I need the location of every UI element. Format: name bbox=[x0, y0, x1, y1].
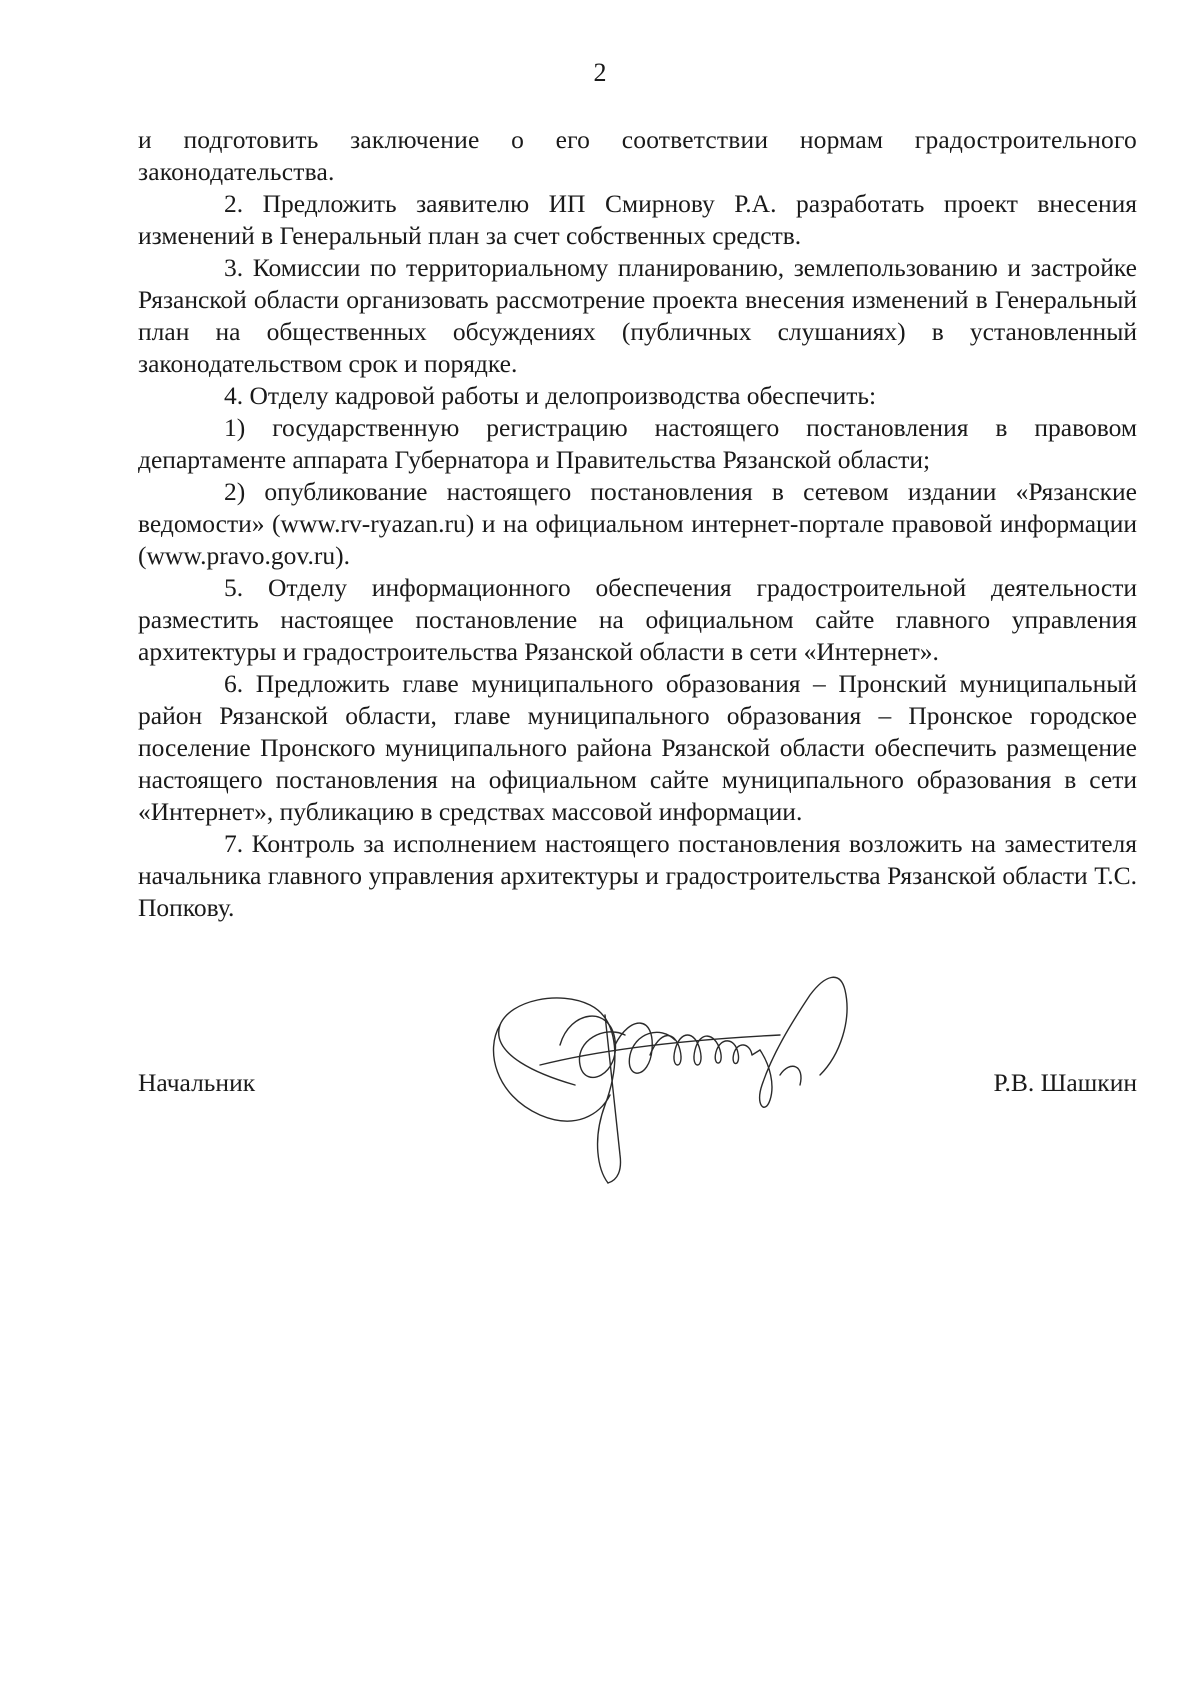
handwritten-signature bbox=[480, 955, 900, 1195]
paragraph-item-2: 2. Предложить заявителю ИП Смирнову Р.А. разработать проект внесения изменений в Генеральный план за счет собственных средств. bbox=[138, 189, 1137, 250]
paragraph-item-6: 6. Предложить главе муниципального образования – Пронский муниципальный район Рязанской области, главе муниципального образования – Пронское городское поселение Пронского муниципального района Рязанской области обеспечить размещение настоящего постановления на официальном сайте муниципального образования в сети «Интернет», публикацию в средствах массовой информации. bbox=[138, 669, 1137, 826]
paragraph-item-7: 7. Контроль за исполнением настоящего постановления возложить на заместителя начальника главного управления архитектуры и градостроительства Рязанской области Т.С. Попкову. bbox=[138, 829, 1137, 922]
document-body bbox=[138, 124, 1137, 924]
paragraph-item-4-sub-1: 1) государственную регистрацию настоящего постановления в правовом департаменте аппарата Губернатора и Правительства Рязанской области; bbox=[138, 413, 1137, 474]
paragraph-item-5: 5. Отделу информационного обеспечения градостроительной деятельности разместить настоящее постановление на официальном сайте главного управления архитектуры и градостроительства Рязанской области в сети «Интернет». bbox=[138, 573, 1137, 666]
paragraph-item-4: 4. Отделу кадровой работы и делопроизводства обеспечить: bbox=[224, 381, 877, 410]
page-number: 2 bbox=[593, 58, 607, 87]
paragraph-continuation: и подготовить заключение о его соответствии нормам градостроительного законодательства. bbox=[138, 125, 1137, 186]
signer-title: Начальник bbox=[138, 1068, 256, 1097]
paragraph-item-3: 3. Комиссии по территориальному планированию, землепользованию и застройке Рязанской области организовать рассмотрение проекта внесения изменений в Генеральный план на общественных обсуждениях (публичных слушаниях) в установленный законодательством срок и порядке. bbox=[138, 253, 1137, 378]
signer-name: Р.В. Шашкин bbox=[993, 1068, 1137, 1097]
paragraph-item-4-sub-2: 2) опубликование настоящего постановления в сетевом издании «Рязанские ведомости» (www.rv-ryazan.ru) и на официальном интернет-портале правовой информации (www.pravo.gov.ru). bbox=[138, 477, 1137, 570]
